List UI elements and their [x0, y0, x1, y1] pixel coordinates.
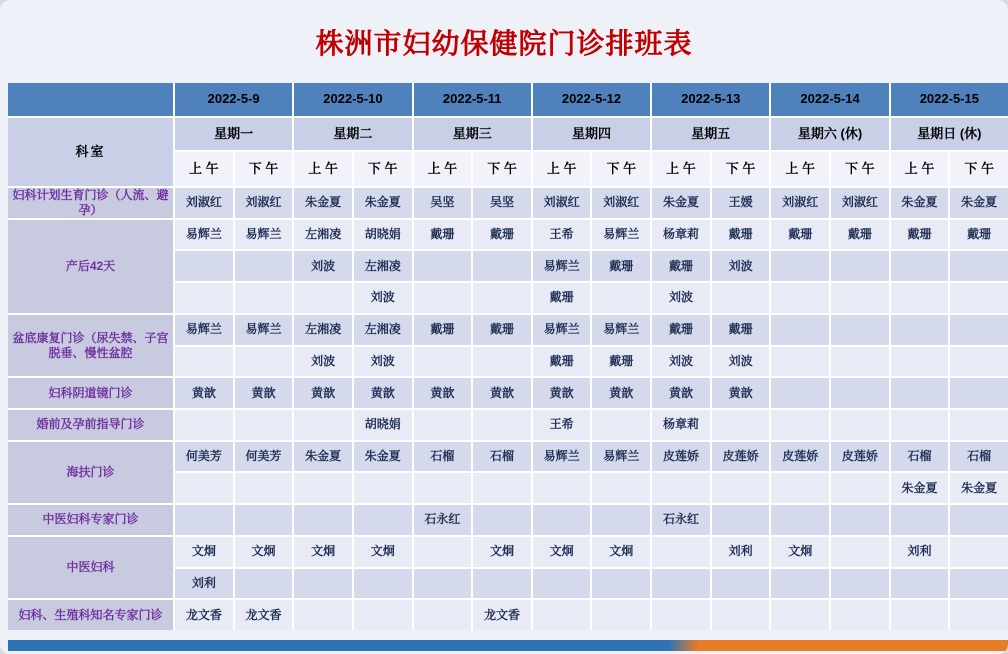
ampm-header-cell: 上 午 [294, 152, 352, 186]
weekday-header-cell: 星期一 [175, 118, 292, 150]
schedule-cell: 黄歆 [473, 378, 531, 408]
schedule-cell: 戴珊 [473, 315, 531, 345]
schedule-cell-empty [712, 283, 770, 313]
schedule-cell-empty [950, 569, 1008, 599]
schedule-cell: 皮莲娇 [652, 442, 710, 472]
date-header-cell: 2022-5-14 [771, 83, 888, 116]
schedule-cell: 左湘凌 [294, 315, 352, 345]
schedule-cell: 黄歆 [533, 378, 591, 408]
schedule-cell-empty [950, 505, 1008, 535]
schedule-cell-empty [414, 473, 472, 503]
schedule-cell: 易辉兰 [592, 220, 650, 250]
schedule-cell-empty [592, 283, 650, 313]
schedule-cell: 朱金夏 [354, 188, 412, 218]
ampm-header-cell: 下 午 [473, 152, 531, 186]
ampm-header-cell: 下 午 [235, 152, 293, 186]
schedule-cell-empty [354, 569, 412, 599]
schedule-cell-empty [891, 378, 949, 408]
schedule-cell-empty [831, 251, 889, 281]
ampm-header-cell: 下 午 [712, 152, 770, 186]
schedule-cell-empty [473, 410, 531, 440]
schedule-cell-empty [891, 410, 949, 440]
schedule-cell: 龙文香 [175, 600, 233, 630]
schedule-cell-empty [950, 410, 1008, 440]
date-header-cell: 2022-5-10 [294, 83, 411, 116]
schedule-cell: 朱金夏 [294, 188, 352, 218]
date-header-cell: 2022-5-15 [891, 83, 1008, 116]
schedule-cell-empty [592, 600, 650, 630]
schedule-cell: 戴珊 [652, 251, 710, 281]
schedule-cell-empty [891, 347, 949, 377]
schedule-cell: 何美芳 [235, 442, 293, 472]
schedule-cell-empty [473, 569, 531, 599]
schedule-cell: 刘淑红 [175, 188, 233, 218]
weekday-header-cell: 星期四 [533, 118, 650, 150]
schedule-cell: 刘淑红 [831, 188, 889, 218]
schedule-cell: 戴珊 [592, 347, 650, 377]
schedule-cell-empty [950, 251, 1008, 281]
schedule-cell-empty [533, 473, 591, 503]
schedule-cell: 吴坚 [414, 188, 472, 218]
schedule-cell-empty [592, 410, 650, 440]
schedule-cell: 戴珊 [950, 220, 1008, 250]
department-cell: 盆底康复门诊（尿失禁、子宫脱垂、慢性盆腔 [8, 315, 173, 376]
schedule-cell: 左湘凌 [294, 220, 352, 250]
schedule-cell-empty [175, 347, 233, 377]
schedule-cell: 朱金夏 [950, 473, 1008, 503]
schedule-table [8, 83, 1008, 630]
schedule-cell-empty [175, 505, 233, 535]
schedule-cell-empty [652, 473, 710, 503]
schedule-cell: 朱金夏 [652, 188, 710, 218]
schedule-cell-empty [533, 505, 591, 535]
schedule-cell: 石榴 [950, 442, 1008, 472]
schedule-cell-empty [712, 569, 770, 599]
ampm-header-cell: 上 午 [175, 152, 233, 186]
schedule-cell-empty [771, 505, 829, 535]
schedule-cell: 石榴 [473, 442, 531, 472]
schedule-cell-empty [950, 537, 1008, 567]
schedule-cell: 刘波 [712, 347, 770, 377]
schedule-cell-empty [712, 505, 770, 535]
weekday-header-cell: 星期五 [652, 118, 769, 150]
schedule-cell-empty [950, 347, 1008, 377]
schedule-cell-empty [652, 600, 710, 630]
schedule-cell: 刘波 [652, 347, 710, 377]
schedule-cell: 杨章莉 [652, 410, 710, 440]
schedule-cell: 王希 [533, 410, 591, 440]
schedule-cell-empty [831, 347, 889, 377]
schedule-cell-empty [592, 569, 650, 599]
weekday-header-cell: 星期日 (休) [891, 118, 1008, 150]
date-header-cell: 2022-5-9 [175, 83, 292, 116]
weekday-header-cell: 星期三 [414, 118, 531, 150]
schedule-cell: 朱金夏 [891, 473, 949, 503]
schedule-cell: 左湘凌 [354, 251, 412, 281]
schedule-cell: 易辉兰 [533, 442, 591, 472]
date-header-cell: 2022-5-13 [652, 83, 769, 116]
schedule-cell: 戴珊 [712, 315, 770, 345]
schedule-cell-empty [294, 283, 352, 313]
schedule-cell: 黄歆 [235, 378, 293, 408]
schedule-cell-empty [831, 283, 889, 313]
schedule-cell-empty [712, 600, 770, 630]
schedule-cell: 戴珊 [533, 283, 591, 313]
schedule-cell-empty [175, 283, 233, 313]
schedule-cell: 文炯 [294, 537, 352, 567]
schedule-cell-empty [473, 283, 531, 313]
schedule-cell-empty [950, 283, 1008, 313]
weekday-header-cell: 星期六 (休) [771, 118, 888, 150]
schedule-cell-empty [771, 251, 829, 281]
department-cell: 妇科计划生育门诊（人流、避孕） [8, 188, 173, 218]
schedule-cell: 刘利 [891, 537, 949, 567]
weekday-header-cell: 星期二 [294, 118, 411, 150]
schedule-cell-empty [354, 600, 412, 630]
schedule-cell-empty [175, 251, 233, 281]
schedule-cell-empty [414, 410, 472, 440]
schedule-cell: 刘淑红 [533, 188, 591, 218]
schedule-cell: 戴珊 [533, 347, 591, 377]
schedule-cell: 刘利 [175, 569, 233, 599]
schedule-cell: 朱金夏 [294, 442, 352, 472]
schedule-cell: 文炯 [533, 537, 591, 567]
schedule-cell: 石永红 [414, 505, 472, 535]
schedule-cell: 易辉兰 [235, 315, 293, 345]
schedule-cell-empty [831, 600, 889, 630]
schedule-cell-empty [414, 251, 472, 281]
schedule-cell: 黄歆 [712, 378, 770, 408]
schedule-cell: 文炯 [354, 537, 412, 567]
schedule-cell: 戴珊 [592, 251, 650, 281]
schedule-cell: 戴珊 [891, 220, 949, 250]
schedule-cell: 左湘凌 [354, 315, 412, 345]
ampm-header-cell: 下 午 [831, 152, 889, 186]
title-bar [0, 0, 1008, 83]
schedule-cell-empty [891, 505, 949, 535]
schedule-cell: 易辉兰 [175, 220, 233, 250]
schedule-cell: 黄歆 [175, 378, 233, 408]
schedule-cell-empty [592, 505, 650, 535]
date-header-cell: 2022-5-11 [414, 83, 531, 116]
ampm-header-cell: 下 午 [354, 152, 412, 186]
schedule-cell: 黄歆 [354, 378, 412, 408]
schedule-cell-empty [950, 378, 1008, 408]
schedule-cell: 刘波 [294, 251, 352, 281]
schedule-cell-empty [950, 315, 1008, 345]
schedule-cell: 吴坚 [473, 188, 531, 218]
ampm-header-cell: 上 午 [414, 152, 472, 186]
schedule-cell: 刘利 [712, 537, 770, 567]
schedule-cell-empty [831, 537, 889, 567]
footer-bar [8, 640, 1008, 651]
schedule-cell: 文炯 [235, 537, 293, 567]
schedule-cell-empty [652, 537, 710, 567]
schedule-cell-empty [891, 251, 949, 281]
schedule-cell: 石榴 [414, 442, 472, 472]
schedule-cell: 刘波 [652, 283, 710, 313]
schedule-cell: 易辉兰 [235, 220, 293, 250]
schedule-cell: 文炯 [592, 537, 650, 567]
schedule-cell-empty [831, 569, 889, 599]
schedule-cell-empty [414, 537, 472, 567]
schedule-cell-empty [712, 473, 770, 503]
schedule-cell-empty [175, 473, 233, 503]
schedule-cell-empty [414, 283, 472, 313]
schedule-cell: 戴珊 [414, 220, 472, 250]
schedule-cell-empty [235, 347, 293, 377]
schedule-cell-empty [414, 347, 472, 377]
schedule-cell: 石榴 [891, 442, 949, 472]
schedule-cell-empty [891, 315, 949, 345]
department-cell: 中医妇科 [8, 537, 173, 598]
schedule-cell-empty [831, 473, 889, 503]
schedule-cell: 戴珊 [771, 220, 829, 250]
schedule-cell-empty [294, 410, 352, 440]
schedule-cell: 朱金夏 [891, 188, 949, 218]
schedule-cell: 黄歆 [294, 378, 352, 408]
schedule-cell-empty [473, 251, 531, 281]
schedule-cell: 王希 [533, 220, 591, 250]
schedule-cell: 龙文香 [473, 600, 531, 630]
department-cell: 婚前及孕前指导门诊 [8, 410, 173, 440]
schedule-cell: 胡晓娟 [354, 410, 412, 440]
schedule-cell-empty [354, 473, 412, 503]
schedule-cell-empty [950, 600, 1008, 630]
schedule-cell-empty [533, 600, 591, 630]
schedule-cell-empty [891, 600, 949, 630]
schedule-cell: 皮莲娇 [831, 442, 889, 472]
schedule-cell-empty [831, 410, 889, 440]
schedule-cell: 皮莲娇 [771, 442, 829, 472]
schedule-cell-empty [771, 473, 829, 503]
schedule-cell: 刘淑红 [592, 188, 650, 218]
department-cell: 妇科阴道镜门诊 [8, 378, 173, 408]
schedule-cell-empty [294, 600, 352, 630]
schedule-cell: 黄歆 [592, 378, 650, 408]
schedule-cell-empty [235, 473, 293, 503]
schedule-cell: 刘波 [294, 347, 352, 377]
schedule-cell-empty [891, 569, 949, 599]
schedule-cell: 何美芳 [175, 442, 233, 472]
schedule-cell-empty [235, 505, 293, 535]
schedule-cell-empty [771, 283, 829, 313]
date-header-cell: 2022-5-12 [533, 83, 650, 116]
department-column-header: 科室 [8, 118, 173, 186]
schedule-cell: 黄歆 [414, 378, 472, 408]
schedule-cell: 王媛 [712, 188, 770, 218]
schedule-cell: 刘淑红 [771, 188, 829, 218]
ampm-header-cell: 下 午 [950, 152, 1008, 186]
page-title: 株洲市妇幼保健院门诊排班表 [315, 27, 693, 59]
schedule-cell-empty [354, 505, 412, 535]
schedule-cell-empty [235, 251, 293, 281]
schedule-cell: 胡晓娟 [354, 220, 412, 250]
schedule-cell: 易辉兰 [592, 315, 650, 345]
schedule-cell-empty [473, 505, 531, 535]
ampm-header-cell: 上 午 [652, 152, 710, 186]
schedule-cell: 刘波 [354, 283, 412, 313]
schedule-cell: 杨章莉 [652, 220, 710, 250]
schedule-cell: 易辉兰 [533, 251, 591, 281]
schedule-cell-empty [414, 569, 472, 599]
schedule-cell-empty [712, 410, 770, 440]
schedule-cell: 文炯 [771, 537, 829, 567]
schedule-cell-empty [771, 315, 829, 345]
schedule-cell: 易辉兰 [592, 442, 650, 472]
schedule-cell: 石永红 [652, 505, 710, 535]
schedule-cell-empty [294, 569, 352, 599]
schedule-cell: 刘波 [354, 347, 412, 377]
schedule-cell: 戴珊 [712, 220, 770, 250]
ampm-header-cell: 上 午 [891, 152, 949, 186]
corner-cell [8, 83, 173, 116]
schedule-cell-empty [294, 473, 352, 503]
schedule-cell: 戴珊 [831, 220, 889, 250]
schedule-cell-empty [414, 600, 472, 630]
schedule-cell-empty [533, 569, 591, 599]
department-cell: 中医妇科专家门诊 [8, 505, 173, 535]
ampm-header-cell: 下 午 [592, 152, 650, 186]
schedule-cell: 刘波 [712, 251, 770, 281]
schedule-cell: 文炯 [473, 537, 531, 567]
schedule-cell-empty [235, 410, 293, 440]
schedule-cell-empty [294, 505, 352, 535]
schedule-cell-empty [473, 473, 531, 503]
ampm-header-cell: 上 午 [533, 152, 591, 186]
schedule-cell-empty [771, 378, 829, 408]
schedule-cell-empty [175, 410, 233, 440]
schedule-cell-empty [771, 410, 829, 440]
department-cell: 妇科、生殖科知名专家门诊 [8, 600, 173, 630]
department-cell: 海扶门诊 [8, 442, 173, 503]
schedule-cell-empty [771, 569, 829, 599]
schedule-cell-empty [831, 378, 889, 408]
schedule-cell: 朱金夏 [950, 188, 1008, 218]
department-cell: 产后42天 [8, 220, 173, 313]
schedule-cell-empty [592, 473, 650, 503]
schedule-cell-empty [235, 569, 293, 599]
schedule-cell: 戴珊 [414, 315, 472, 345]
schedule-cell-empty [891, 283, 949, 313]
schedule-cell-empty [831, 315, 889, 345]
schedule-cell-empty [235, 283, 293, 313]
schedule-cell-empty [831, 505, 889, 535]
schedule-cell: 朱金夏 [354, 442, 412, 472]
schedule-cell-empty [771, 347, 829, 377]
ampm-header-cell: 上 午 [771, 152, 829, 186]
schedule-cell: 龙文香 [235, 600, 293, 630]
schedule-cell-empty [771, 600, 829, 630]
schedule-cell-empty [652, 569, 710, 599]
schedule-cell: 黄歆 [652, 378, 710, 408]
schedule-cell: 易辉兰 [175, 315, 233, 345]
schedule-cell: 文炯 [175, 537, 233, 567]
schedule-cell: 戴珊 [473, 220, 531, 250]
schedule-cell-empty [473, 347, 531, 377]
schedule-cell: 易辉兰 [533, 315, 591, 345]
schedule-cell: 戴珊 [652, 315, 710, 345]
schedule-cell: 皮莲娇 [712, 442, 770, 472]
schedule-cell: 刘淑红 [235, 188, 293, 218]
